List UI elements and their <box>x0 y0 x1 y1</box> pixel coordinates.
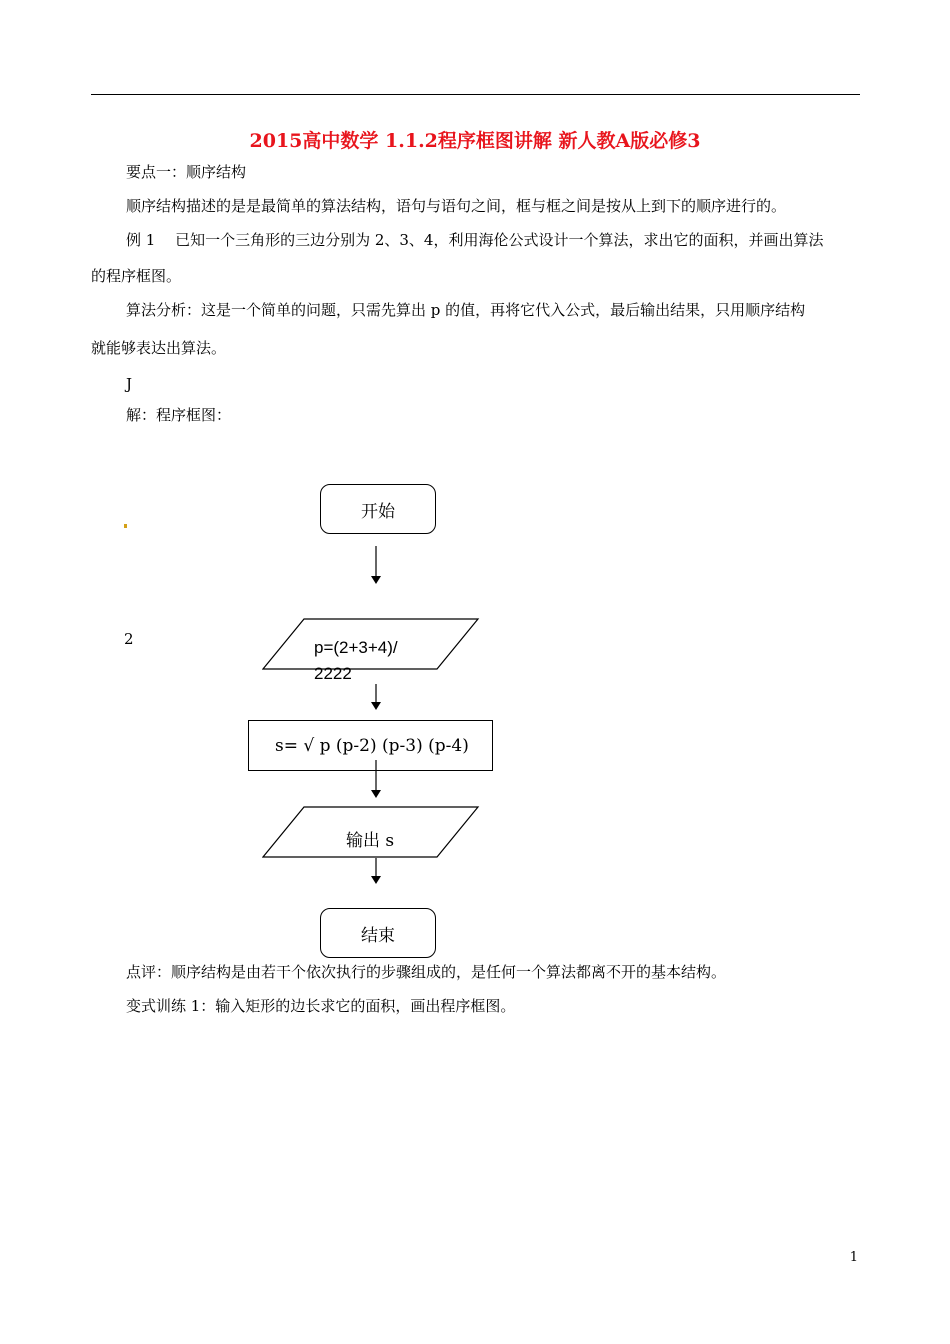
flowchart-input-line2: 2222 <box>314 664 352 683</box>
example-text-line2: 的程序框图。 <box>91 267 182 285</box>
comment-text: 点评：顺序结构是由若干个依次执行的步骤组成的，是任何一个算法都离不开的基本结构。 <box>126 963 727 981</box>
example-text-line1: 例 1 已知一个三角形的三边分别为 2、3、4，利用海伦公式设计一个算法，求出它的面积，并画出算法 <box>126 231 824 249</box>
stray-mark-j: J <box>126 375 133 393</box>
document-title: 2015高中数学 1.1.2程序框图讲解 新人教A版必修3 <box>249 130 701 152</box>
flowchart-end <box>320 908 436 958</box>
header-rule <box>91 94 860 95</box>
flowchart-output-label: 输出 s <box>346 831 395 851</box>
arrow-start-to-input <box>366 546 386 586</box>
flowchart-start <box>320 484 436 534</box>
section-heading: 要点一：顺序结构 <box>126 163 247 181</box>
definition-text: 顺序结构描述的是是最简单的算法结构，语句与语句之间，框与框之间是按从上到下的顺序进行的。 <box>126 197 787 215</box>
flowchart-start-label: 开始 <box>361 501 395 522</box>
stray-mark-2: 2 <box>124 630 134 648</box>
solution-label: 解：程序框图： <box>126 406 232 424</box>
flowchart-input-line1: p=(2+3+4)/ <box>314 638 398 657</box>
flowchart-process-label: s= √ p (p-2) (p-3) (p-4) <box>275 735 469 756</box>
analysis-text-line1: 算法分析：这是一个简单的问题，只需先算出 p 的值，再将它代入公式，最后输出结果，只用顺序结构 <box>126 301 806 319</box>
page-number: 1 <box>849 1250 858 1265</box>
exercise-text: 变式训练 1：输入矩形的边长求它的面积，画出程序框图。 <box>126 997 516 1015</box>
arrow-process-to-output <box>366 760 386 800</box>
stray-dot <box>124 524 127 528</box>
arrow-output-to-end <box>366 858 386 886</box>
flowchart-end-label: 结束 <box>361 925 395 946</box>
analysis-text-line2: 就能够表达出算法。 <box>91 339 227 357</box>
arrow-input-to-process <box>366 684 386 712</box>
